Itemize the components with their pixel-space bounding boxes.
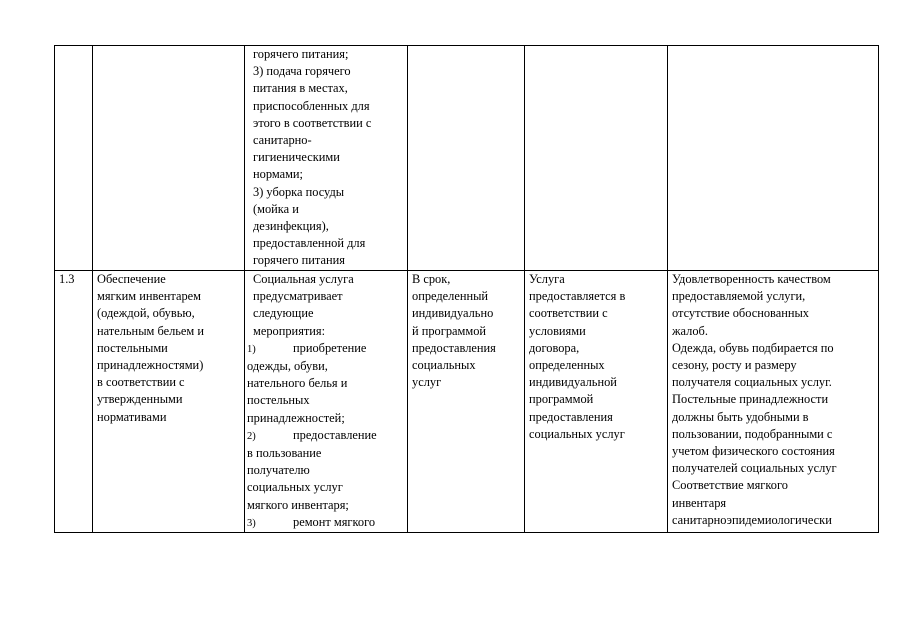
cell-service-name: [93, 46, 245, 271]
text-line: получателей социальных услуг: [672, 461, 837, 476]
text-line: горячего питания: [253, 253, 345, 268]
cell-conditions: [525, 46, 668, 271]
text-line: предусматривает: [253, 289, 343, 304]
cell-term: [408, 271, 525, 533]
text-line: предоставления: [529, 409, 613, 424]
text-line: приспособленных для: [253, 98, 370, 113]
text-line: предоставления: [412, 340, 496, 355]
list-item: [247, 340, 403, 358]
list-item-text: ремонт мягкого: [293, 514, 376, 529]
text-line: программой: [529, 392, 594, 407]
list-item-text: нательного белья и: [247, 376, 348, 391]
list-item-text: в пользование: [247, 446, 322, 461]
text-line: й программой: [412, 323, 487, 338]
service-content-intro: [247, 271, 403, 340]
list-item-number: 3): [247, 517, 256, 529]
text-line: инвентаря: [672, 495, 727, 510]
cell-service-name: [93, 271, 245, 533]
cell-number: [55, 271, 93, 533]
text-line: нательным бельем и: [97, 323, 204, 338]
text-line: индивидуальной: [529, 375, 617, 390]
list-item-number: 1): [247, 343, 256, 355]
text-line: в соответствии с: [97, 375, 185, 390]
text-line: этого в соответствии с: [253, 115, 372, 130]
text-line: Услуга: [529, 272, 565, 286]
text-line: соответствии с: [529, 306, 608, 321]
text-line: определенный: [412, 289, 489, 304]
cell-conditions: [525, 271, 668, 533]
text-line: получателя социальных услуг.: [672, 375, 832, 390]
text-line: социальных: [412, 358, 476, 373]
cell-quality: [668, 271, 879, 533]
list-item-text: социальных услуг: [247, 480, 343, 495]
list-item: [247, 427, 403, 445]
text-line: следующие: [253, 306, 314, 321]
cell-number: [55, 46, 93, 271]
text-line: пользовании, подобранными с: [672, 426, 833, 441]
cell-term: [408, 46, 525, 271]
cell-service-content: [245, 46, 408, 271]
service-name-text: [97, 271, 240, 426]
text-line: Социальная услуга: [253, 272, 354, 286]
table-row: [55, 46, 879, 271]
text-line: договора,: [529, 340, 580, 355]
text-line: услуг: [412, 375, 442, 390]
list-item-text: предоставление: [293, 427, 377, 442]
text-line: условиями: [529, 323, 586, 338]
text-line: санитарноэпидемиологически: [672, 512, 832, 527]
text-line: нормами;: [253, 167, 304, 182]
list-item-text: мягкого инвентаря;: [247, 497, 349, 512]
text-line: жалоб.: [672, 323, 708, 338]
text-line: питания в местах,: [253, 81, 348, 96]
text-line: дезинфекция),: [253, 219, 329, 234]
text-line: сезону, росту и размеру: [672, 358, 797, 373]
text-line: 3) подача горячего: [253, 64, 351, 79]
text-line: принадлежностями): [97, 358, 204, 373]
text-line: горячего питания;: [253, 47, 349, 61]
text-line: предоставляемой услуги,: [672, 289, 806, 304]
text-line: гигиеническими: [253, 150, 340, 165]
social-services-table: [54, 45, 879, 533]
text-line: Удовлетворенность качеством: [672, 272, 831, 286]
text-line: индивидуально: [412, 306, 494, 321]
text-line: (одеждой, обувью,: [97, 306, 195, 321]
text-line: учетом физического состояния: [672, 444, 835, 459]
list-item-text: получателю: [247, 463, 310, 478]
text-line: В срок,: [412, 272, 451, 286]
text-line: постельными: [97, 340, 168, 355]
list-item: [247, 514, 403, 532]
text-line: мероприятия:: [253, 323, 326, 338]
text-line: социальных услуг: [529, 426, 625, 441]
service-content-list: [247, 340, 403, 532]
list-item-text: принадлежностей;: [247, 410, 345, 425]
text-line: Обеспечение: [97, 272, 166, 286]
quality-text: [672, 271, 874, 529]
text-line: предоставленной для: [253, 236, 366, 251]
service-content-text: [253, 46, 403, 270]
text-line: Одежда, обувь подбирается по: [672, 340, 834, 355]
text-line: (мойка и: [253, 201, 299, 216]
list-item-text: одежды, обуви,: [247, 359, 328, 374]
text-line: Соответствие мягкого: [672, 478, 788, 493]
cell-service-content: [245, 271, 408, 533]
text-line: предоставляется в: [529, 289, 626, 304]
text-line: утвержденными: [97, 392, 183, 407]
conditions-text: [529, 271, 663, 443]
text-line: определенных: [529, 358, 605, 373]
text-line: 3) уборка посуды: [253, 184, 345, 199]
text-line: мягким инвентарем: [97, 289, 201, 304]
row-number: 1.3: [59, 272, 75, 286]
list-item-number: 2): [247, 430, 256, 442]
list-item-text: постельных: [247, 393, 310, 408]
term-text: [412, 271, 520, 391]
list-item-text: приобретение: [293, 340, 367, 355]
text-line: отсутствие обоснованных: [672, 306, 809, 321]
text-line: Постельные принадлежности: [672, 392, 829, 407]
text-line: должны быть удобными в: [672, 409, 809, 424]
cell-quality: [668, 46, 879, 271]
text-line: нормативами: [97, 409, 167, 424]
text-line: санитарно-: [253, 133, 312, 148]
table-row: [55, 271, 879, 533]
